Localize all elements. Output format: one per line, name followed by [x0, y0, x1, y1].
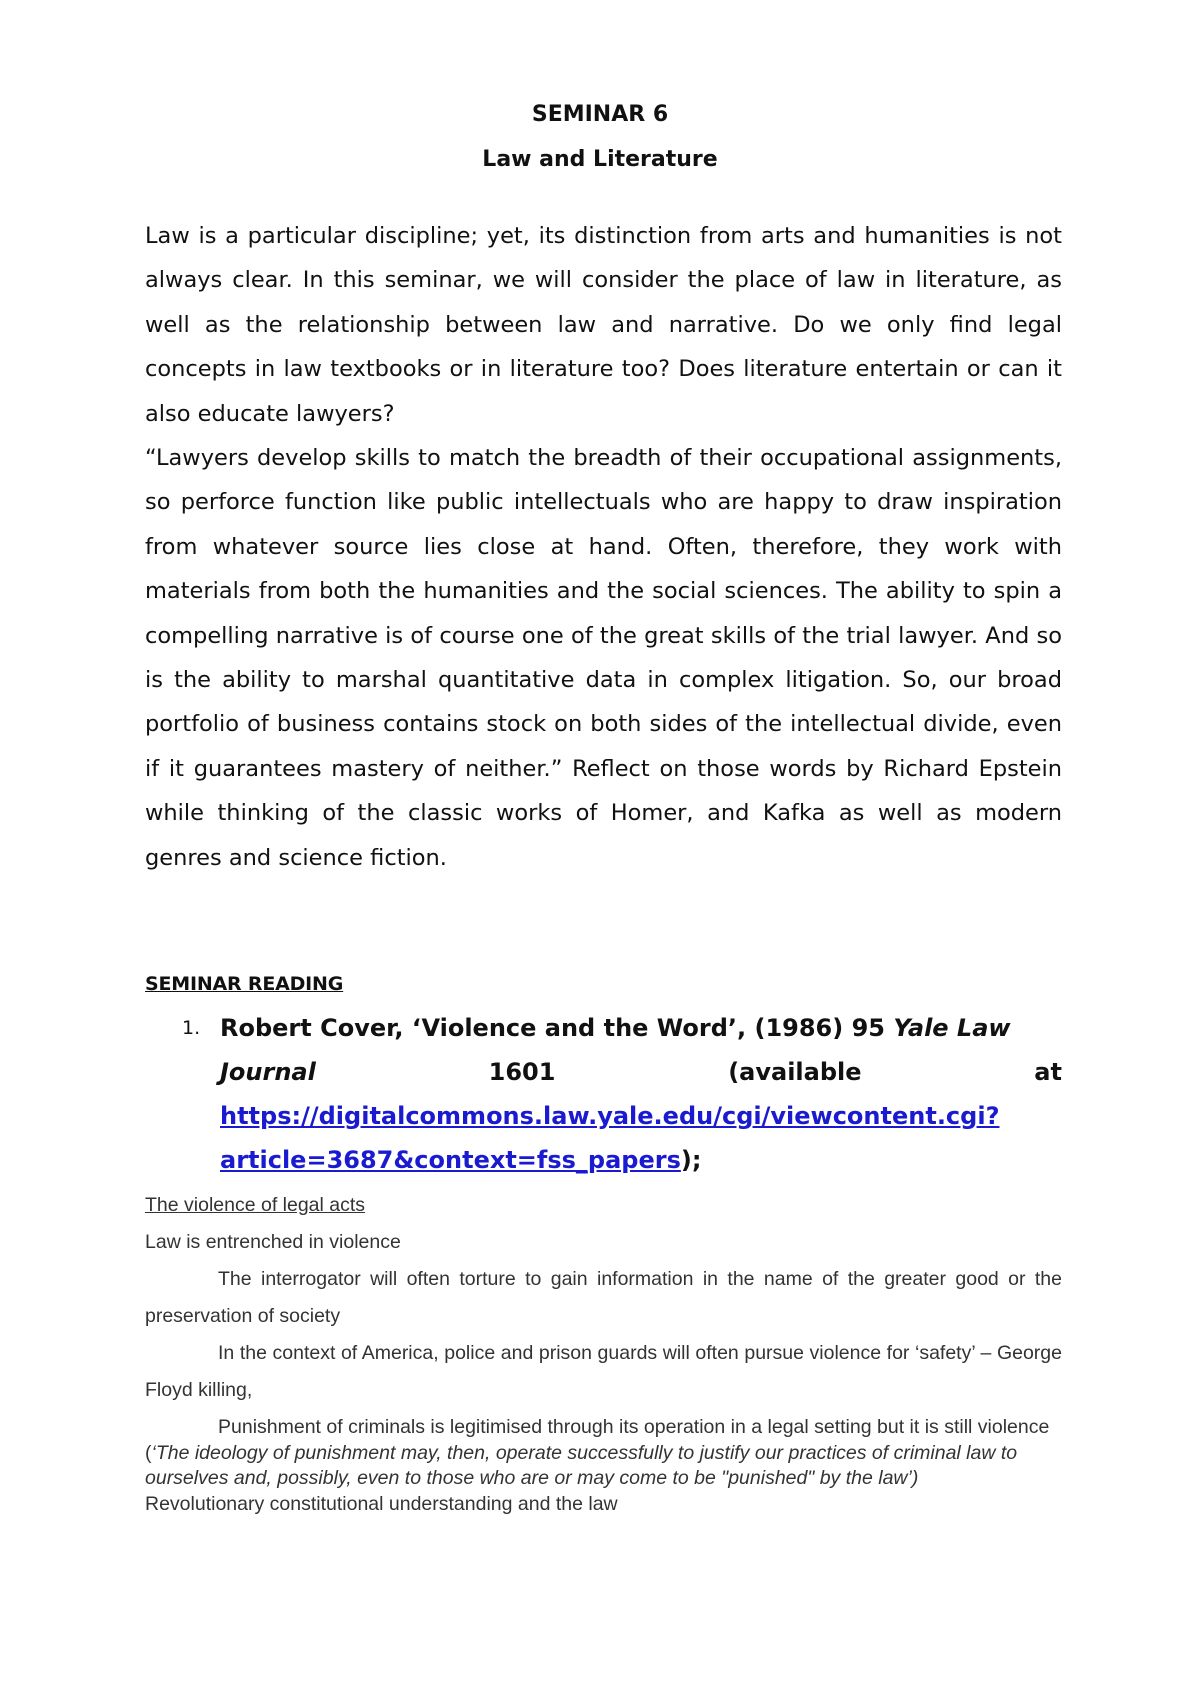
citation-url-line-2: [220, 1138, 1062, 1182]
citation-author-title: Robert Cover, ‘Violence and the Word’, (1986) 95: [220, 1014, 894, 1042]
reading-item-number: 1.: [182, 1017, 201, 1039]
note-subheading: The violence of legal acts: [145, 1194, 366, 1216]
citation-journal-part2: Journal: [220, 1058, 316, 1086]
citation-line-2: [220, 1050, 1062, 1094]
seminar-number-heading: SEMINAR 6: [531, 102, 669, 127]
reading-list: [182, 1006, 1062, 1182]
citation-available: (available: [728, 1058, 862, 1086]
note-punishment: [145, 1415, 1062, 1492]
note-punishment-quote: ‘The ideology of punishment may, then, operate successfully to justify our practices of criminal law to ourselves and, possibly, even to those who are or may come to be "punished" by the law’): [145, 1441, 1018, 1490]
intro-paragraph: Law is a particular discipline; yet, its distinction from arts and humanities is not always clear. In this seminar, we will consider the place of law in literature, as well as the relationship between law and narrative. Do we only find legal concepts in law textbooks or in literature too? Does literature entertain or can it also educate lawyers?: [145, 223, 1062, 427]
citation-journal-part1: Yale Law: [893, 1014, 1011, 1042]
note-punishment-text: Punishment of criminals is legitimised through its operation in a legal setting but it is still violence (: [145, 1416, 1050, 1464]
citation-line-1: [220, 1006, 1062, 1050]
note-line: Law is entrenched in violence: [145, 1231, 401, 1253]
intro-section: [145, 214, 1062, 880]
reading-item: [182, 1006, 1062, 1182]
citation-suffix: );: [680, 1146, 702, 1174]
citation-url-line: [220, 1094, 1062, 1138]
note-police: In the context of America, police and prison guards will often pursue violence for ‘safety’ – George Floyd killing,: [145, 1342, 1062, 1401]
seminar-topic-heading: Law and Literature: [482, 147, 718, 172]
epstein-quote-paragraph: “Lawyers develop skills to match the breadth of their occupational assignments, so perforce function like public intellectuals who are happy to draw inspiration from whatever source lies close at hand. Often, therefore, they work with materials from both the humanities and the social sciences. The ability to spin a compelling narrative is of course one of the great skills of the trial lawyer. And so is the ability to marshal quantitative data in complex litigation. So, our broad portfolio of business contains stock on both sides of the intellectual divide, even if it guarantees mastery of neither.” Reflect on those words by Richard Epstein while thinking of the classic works of Homer, and Kafka as well as modern genres and science fiction.: [145, 445, 1062, 871]
citation-at: at: [1034, 1058, 1062, 1086]
note-revolutionary: Revolutionary constitutional understanding and the law: [145, 1492, 618, 1515]
citation-link[interactable]: https://digitalcommons.law.yale.edu/cgi/viewcontent.cgi?: [220, 1102, 1000, 1130]
note-interrogator: The interrogator will often torture to gain information in the name of the greater good or the preservation of society: [145, 1268, 1062, 1327]
citation-link-continued[interactable]: article=3687&context=fss_papers: [220, 1146, 681, 1174]
reading-notes: [145, 1187, 1062, 1517]
citation-page: 1601: [488, 1058, 556, 1086]
seminar-reading-heading: SEMINAR READING: [145, 973, 344, 995]
